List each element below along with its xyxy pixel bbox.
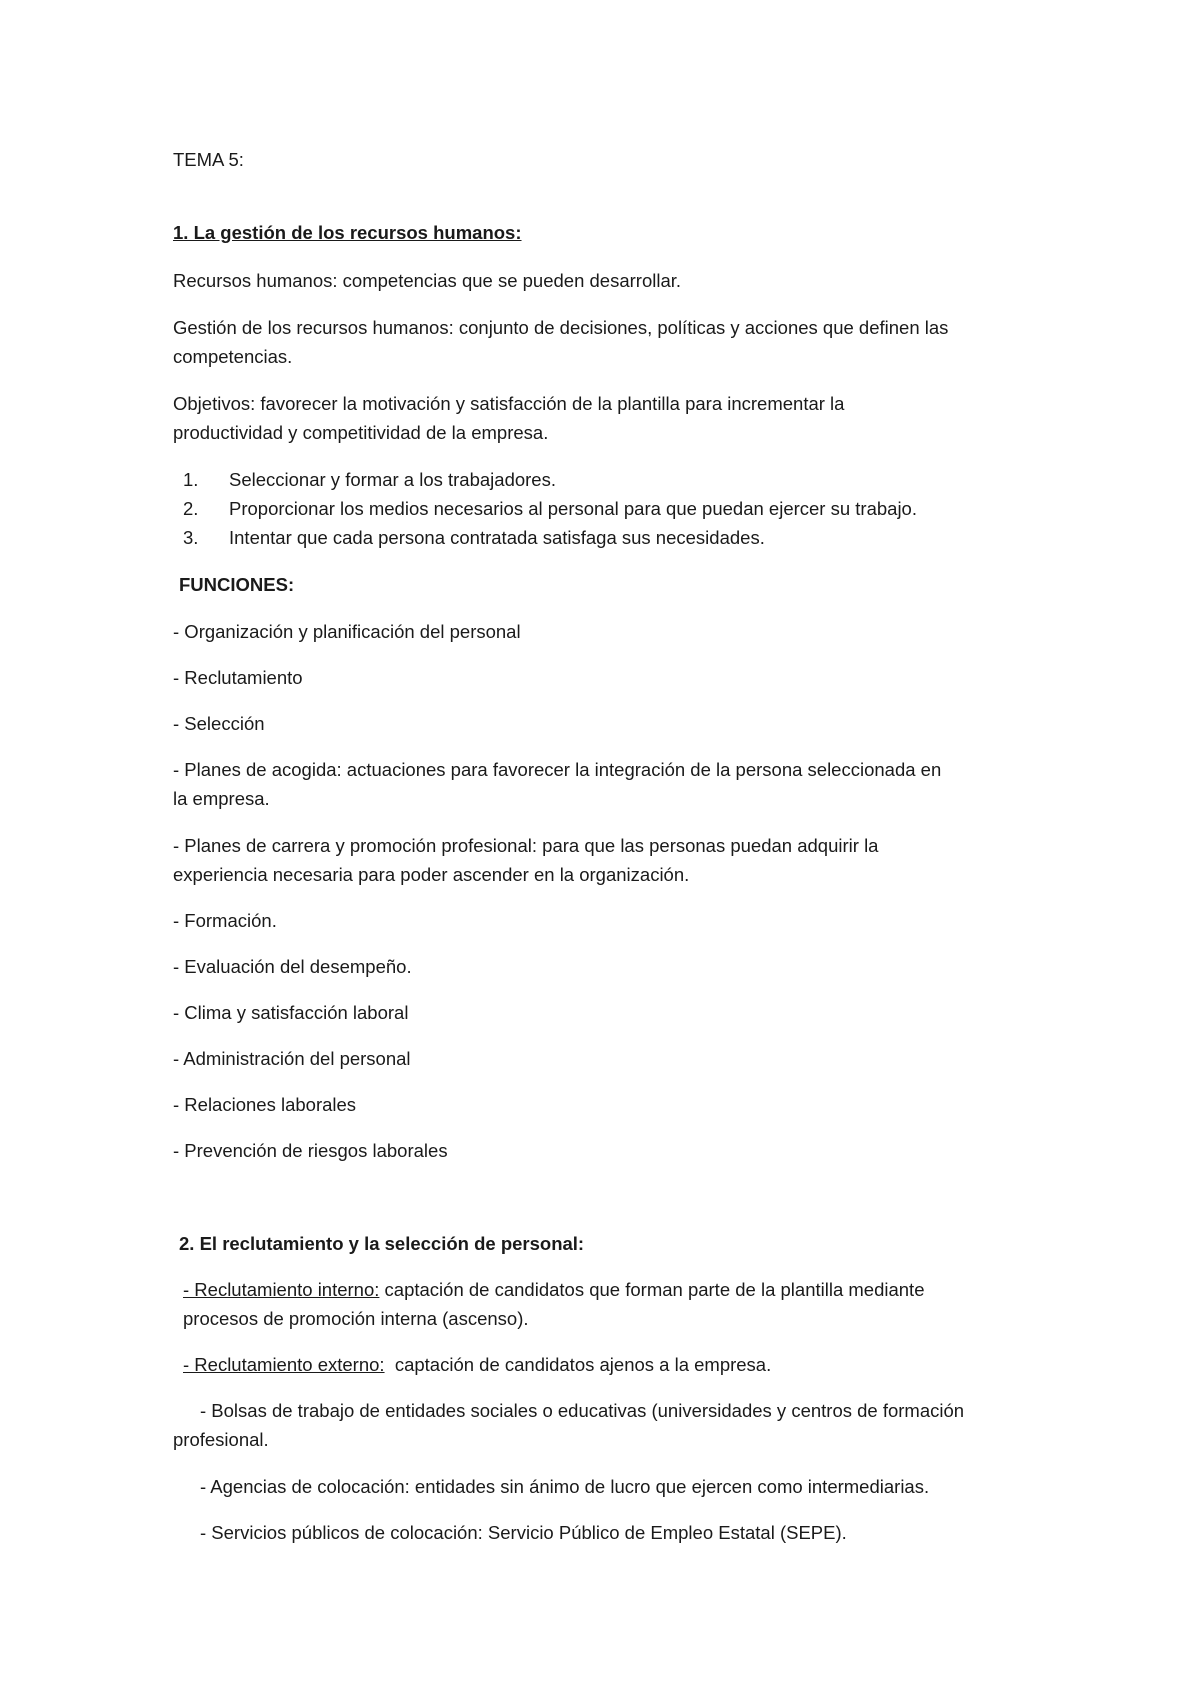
reclutamiento-interno-text: captación de candidatos que forman parte de la plantilla mediante [379, 1279, 925, 1300]
paragraph-reclutamiento-interno-line-2: procesos de promoción interna (ascenso). [183, 1308, 529, 1329]
funcion-item-continued: experiencia necesaria para poder ascender en la organización. [173, 864, 690, 885]
funcion-item: - Reclutamiento [173, 667, 303, 688]
list-number: 1. [183, 469, 199, 490]
funcion-item: - Administración del personal [173, 1048, 411, 1069]
list-text: Intentar que cada persona contratada satisfaga sus necesidades. [229, 527, 765, 548]
funcion-item: - Organización y planificación del personal [173, 621, 521, 642]
funciones-heading: FUNCIONES: [179, 574, 295, 595]
funcion-item: - Clima y satisfacción laboral [173, 1002, 409, 1023]
funcion-item: - Planes de acogida: actuaciones para favorecer la integración de la persona seleccionada en [173, 759, 942, 780]
reclutamiento-interno-label: - Reclutamiento interno: [183, 1279, 380, 1300]
section-1-heading: 1. La gestión de los recursos humanos: [173, 222, 522, 243]
paragraph-reclutamiento-externo [183, 1350, 771, 1379]
funcion-item: - Relaciones laborales [173, 1094, 357, 1115]
document-title: TEMA 5: [173, 149, 244, 170]
sub-item-servicios: - Servicios públicos de colocación: Servicio Público de Empleo Estatal (SEPE). [200, 1522, 847, 1543]
list-item [183, 465, 556, 494]
funcion-item: - Selección [173, 713, 265, 734]
sub-item-agencias: - Agencias de colocación: entidades sin ánimo de lucro que ejercen como intermediarias. [200, 1476, 930, 1497]
paragraph-objetivos-line-2: productividad y competitividad de la empresa. [173, 422, 549, 443]
funcion-item-continued: la empresa. [173, 788, 270, 809]
list-item [183, 494, 917, 523]
reclutamiento-externo-text: captación de candidatos ajenos a la empresa. [384, 1354, 772, 1375]
list-item [183, 523, 765, 552]
sub-item-bolsas-continued: profesional. [173, 1429, 269, 1450]
funcion-item: - Formación. [173, 910, 277, 931]
list-number: 3. [183, 527, 199, 548]
funcion-item: - Prevención de riesgos laborales [173, 1140, 448, 1161]
paragraph-gestion-line-1: Gestión de los recursos humanos: conjunto de decisiones, políticas y acciones que definen las [173, 317, 949, 338]
list-text: Proporcionar los medios necesarios al personal para que puedan ejercer su trabajo. [229, 498, 917, 519]
paragraph-gestion-line-2: competencias. [173, 346, 293, 367]
paragraph-objetivos-line-1: Objetivos: favorecer la motivación y satisfacción de la plantilla para incrementar la [173, 393, 845, 414]
reclutamiento-externo-label: - Reclutamiento externo: [183, 1354, 385, 1375]
paragraph-reclutamiento-interno [183, 1275, 925, 1304]
funcion-item: - Planes de carrera y promoción profesional: para que las personas puedan adquirir la [173, 835, 879, 856]
funcion-item: - Evaluación del desempeño. [173, 956, 412, 977]
section-2-heading: 2. El reclutamiento y la selección de personal: [179, 1233, 585, 1254]
list-number: 2. [183, 498, 199, 519]
paragraph-recursos-humanos: Recursos humanos: competencias que se pueden desarrollar. [173, 270, 682, 291]
list-text: Seleccionar y formar a los trabajadores. [229, 469, 556, 490]
sub-item-bolsas: - Bolsas de trabajo de entidades sociales o educativas (universidades y centros de formación [200, 1400, 965, 1421]
